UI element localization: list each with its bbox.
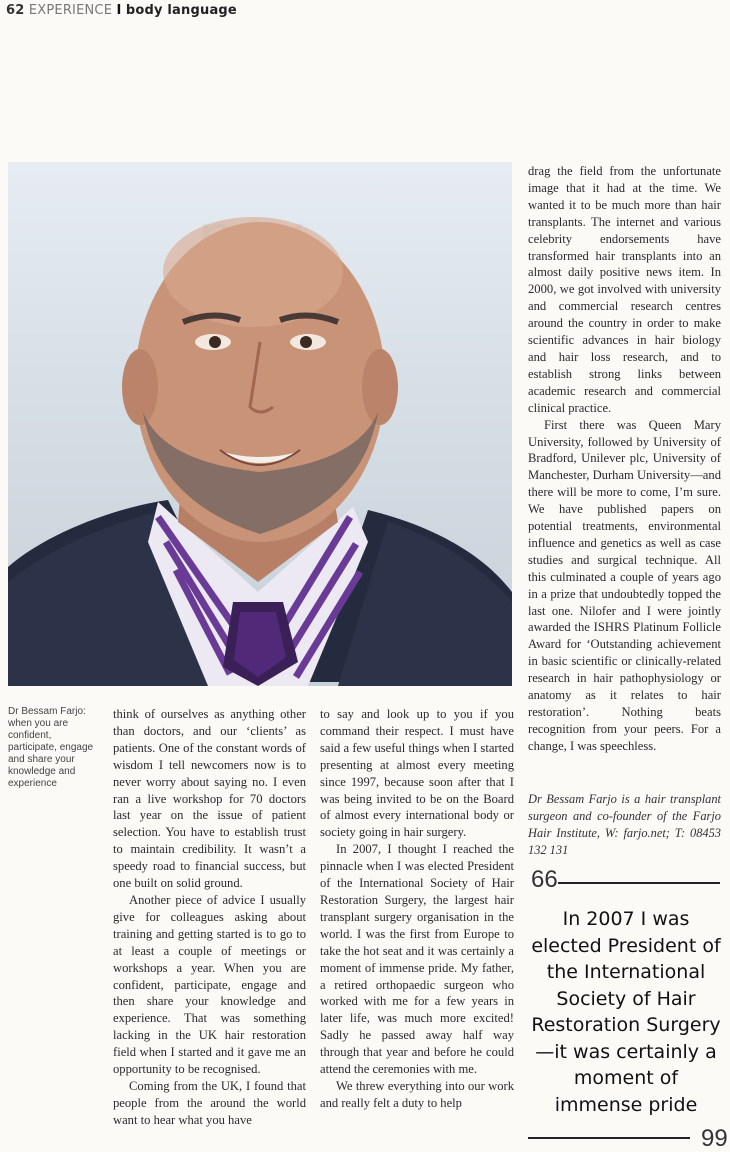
paragraph: Coming from the UK, I found that people from the around the world want to hear what you have [113, 1078, 306, 1127]
page-number: 62 [6, 3, 25, 18]
author-bio: Dr Bessam Farjo is a hair transplant surgeon and co-founder of the Farjo Hair Institute, W: farjo.net; T: 08453 132 131 [528, 792, 721, 857]
pull-quote: In 2007 I was elected President of the International Society of Hair Restoration Surgery—it was certainly a moment of immense pride [531, 908, 721, 1116]
topic-label: body language [125, 3, 237, 18]
paragraph: think of ourselves as anything other than doctors, and our ‘clients’ as patients. One of the constant words of wisdom I tell newcomers now is to never worry about saying no. I even ran a live workshop for 70 doctors last year on the issue of patient selection. You have to establish trust to maintain credibility. It wasn’t a speedy road to financial success, but one built on solid ground. [113, 707, 306, 891]
paragraph: We threw everything into our work and really felt a duty to help [320, 1078, 514, 1110]
portrait-photo [8, 162, 512, 686]
open-quote-mark: 66 [531, 866, 558, 893]
photo-caption: Dr Bessam Farjo: when you are confident, participate, engage and share your knowledge and experience [8, 706, 94, 789]
paragraph: In 2007, I thought I reached the pinnacle when I was elected President of the International Society of Hair Restoration Surgery, the largest hair transplant surgery organisation in the world. I was the first from Europe to take the hot seat and it was certainly a moment of immense pride. My father, a retired orthopaedic surgeon who worked with me for a few years in later life, was much more excited! Sadly he passed away half way through that year and before he could attend the ceremonies with me. [320, 842, 514, 1077]
header-separator: I [116, 3, 122, 18]
article-column-2 [320, 706, 514, 1112]
paragraph: drag the field from the unfortunate image that it had at the time. We wanted it to be much more than hair transplants. The internet and various celebrity endorsements have transformed hair transplants into an almost daily positive news item. In 2000, we got involved with university and commercial research centres around the country in order to make scientific advances in hair biology and hair loss research, and to establish strong links between academic research and commercial clinical practice. [528, 164, 721, 415]
paragraph: First there was Queen Mary University, followed by University of Bradford, Unilever plc, University of Manchester, Durham University—and there will be more to come, I’m sure. We have published papers on potential treatments, environmental influence and genetics as well as case studies and surgical technique. All this culminated a couple of years ago in a prize that undoubtedly topped the last one. Nilofer and I were jointly awarded the ISHRS Platinum Follicle Award for ‘Outstanding achievement in basic scientific or clinically-related research in hair pathophysiology or anatomy as it relates to hair restoration’. Nothing beats recognition from your peers. For a change, I was speechless. [528, 417, 721, 753]
quote-rule-top [558, 882, 720, 884]
close-quote-mark: 99 [701, 1125, 728, 1152]
section-label: EXPERIENCE [28, 3, 113, 18]
paragraph: Another piece of advice I usually give for colleagues asking about training and getting started is to go to at least a couple of meetings or workshops a year. When you are confident, participate, engage and then share your knowledge and experience. That was something lacking in the UK hair restoration field when I started and it gave me an opportunity to be recognised. [113, 892, 306, 1077]
paragraph: to say and look up to you if you command their respect. I must have said a few useful things when I started presenting at almost every meeting since 1997, because soon after that I was being invited to be on the Board of almost every international body or society going in hair surgery. [320, 707, 514, 840]
page-header [6, 3, 237, 18]
article-column-3 [528, 163, 721, 755]
article-column-1 [113, 706, 306, 1129]
quote-rule-bottom [528, 1137, 690, 1139]
